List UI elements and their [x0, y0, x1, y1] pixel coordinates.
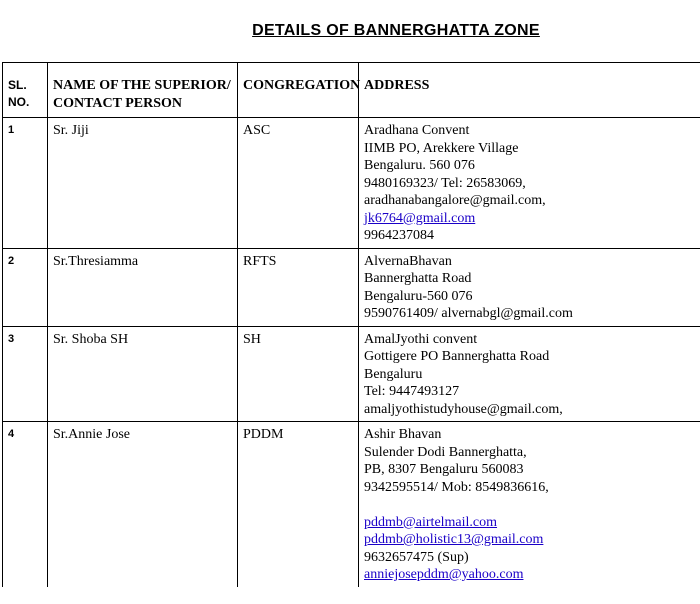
address-line: AmalJyothi convent: [364, 331, 478, 347]
row-name: Sr. Shoba SH: [48, 326, 238, 422]
phone-line: Tel: 9447493127: [364, 384, 460, 399]
address-line: Gottigere PO Bannerghatta Road: [364, 349, 550, 364]
header-address: ADDRESS: [359, 63, 700, 118]
phone-line: 9480169323/ Tel: 26583069,: [364, 175, 526, 191]
email-link[interactable]: pddmb@holistic13@gmail.com: [364, 532, 544, 547]
address-line: IIMB PO, Arekkere Village: [364, 140, 519, 156]
table-header-row: [3, 63, 700, 118]
row-address: [359, 118, 700, 249]
spacer: [364, 496, 695, 514]
address-line: Bengaluru-560 076: [364, 288, 473, 304]
row-sl-no: 4: [3, 422, 48, 587]
table-row: [3, 422, 700, 587]
row-congregation: PDDM: [238, 422, 359, 587]
address-line: PB, 8307 Bengaluru 560083: [364, 462, 524, 477]
row-congregation: ASC: [238, 118, 359, 249]
address-line: Aradhana Convent: [364, 123, 470, 138]
row-address: [359, 422, 700, 587]
address-line: Sulender Dodi Bannerghatta,: [364, 444, 527, 460]
email-link[interactable]: pddmb@airtelmail.com: [364, 514, 498, 530]
header-sl-no: SL. NO.: [3, 63, 48, 118]
row-name: Sr.Annie Jose: [48, 422, 238, 587]
phone-line: 9342595514/ Mob: 8549836616,: [364, 479, 549, 495]
email-link[interactable]: anniejosepddm@yahoo.com: [364, 567, 524, 582]
address-line: Bengaluru: [364, 366, 423, 382]
page-title: DETAILS OF BANNERGHATTA ZONE: [252, 22, 540, 39]
header-name: NAME OF THE SUPERIOR/ CONTACT PERSON: [48, 63, 238, 118]
address-line: AlvernaBhavan: [364, 253, 452, 269]
email-link[interactable]: jk6764@gmail.com: [364, 210, 476, 226]
phone-email-line: 9590761409/ alvernabgl@gmail.com: [364, 306, 573, 321]
row-address: [359, 248, 700, 326]
row-sl-no: 1: [3, 118, 48, 249]
row-sl-no: 3: [3, 326, 48, 422]
phone-line: 9964237084: [364, 228, 434, 243]
row-congregation: RFTS: [238, 248, 359, 326]
table-row: [3, 326, 700, 422]
table-row: [3, 118, 700, 249]
row-address: [359, 326, 700, 422]
address-line: Ashir Bhavan: [364, 427, 442, 442]
row-congregation: SH: [238, 326, 359, 422]
zone-details-table: [2, 62, 700, 587]
email-line: amaljyothistudyhouse@gmail.com,: [364, 401, 563, 417]
address-line: Bengaluru. 560 076: [364, 158, 475, 173]
row-name: Sr.Thresiamma: [48, 248, 238, 326]
header-congregation: CONGREGATION: [238, 63, 359, 118]
table-row: [3, 248, 700, 326]
row-name: Sr. Jiji: [48, 118, 238, 249]
phone-line: 9632657475 (Sup): [364, 549, 469, 565]
email-line: aradhanabangalore@gmail.com,: [364, 193, 546, 208]
address-line: Bannerghatta Road: [364, 271, 472, 286]
row-sl-no: 2: [3, 248, 48, 326]
